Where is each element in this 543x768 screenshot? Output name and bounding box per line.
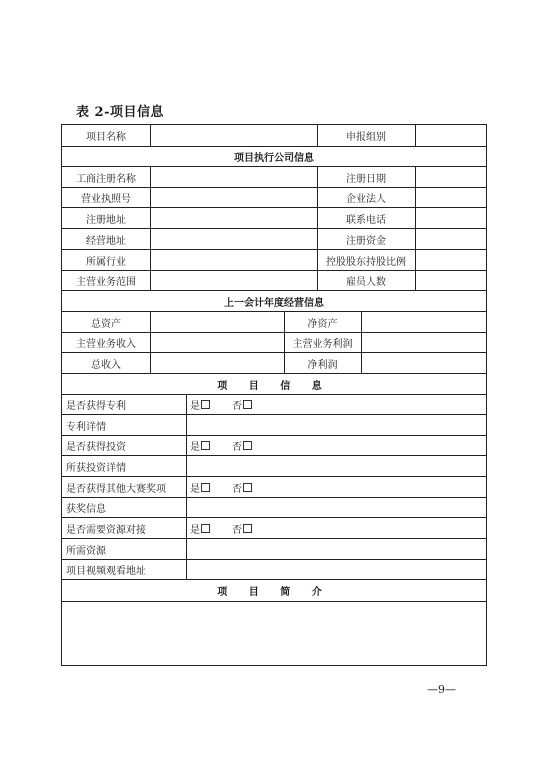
investment-detail-label: 所获投资详情 xyxy=(66,462,126,474)
table-row xyxy=(62,497,486,517)
table-row xyxy=(62,228,486,249)
main-profit-label: 主营业务利润 xyxy=(292,339,353,350)
scope-label: 主营业务范围 xyxy=(76,277,136,288)
project-name-label: 项目名称 xyxy=(86,132,126,143)
award-info-label: 获奖信息 xyxy=(66,504,106,515)
total-income-field[interactable] xyxy=(150,353,284,373)
checkbox[interactable] xyxy=(243,483,252,492)
patent-options xyxy=(190,395,274,414)
award-info-field[interactable] xyxy=(186,498,487,517)
award-label: 是否获得其他大赛奖项 xyxy=(66,483,166,495)
checkbox[interactable] xyxy=(201,400,210,409)
checkbox[interactable] xyxy=(201,483,210,492)
phone-field[interactable] xyxy=(415,208,487,228)
table-row xyxy=(62,187,486,207)
net-assets-label: 净资产 xyxy=(307,318,338,330)
award-no-option[interactable] xyxy=(232,480,252,495)
share-ratio-field[interactable] xyxy=(415,250,487,270)
net-assets-field[interactable] xyxy=(361,312,487,332)
company-section-heading: 项目执行公司信息 xyxy=(234,153,314,164)
intro-section-heading: 项 目 简 介 xyxy=(217,587,331,598)
investment-label: 是否获得投资 xyxy=(66,442,126,453)
reg-name-field[interactable] xyxy=(150,167,317,187)
patent-yes-option[interactable] xyxy=(190,397,210,412)
resource-options xyxy=(190,518,274,538)
resource-no-option[interactable] xyxy=(232,521,252,536)
patent-label: 是否获得专利 xyxy=(66,401,126,412)
video-url-field[interactable] xyxy=(186,560,487,579)
table-row xyxy=(62,435,486,455)
table-row xyxy=(62,455,486,476)
no-label: 否 xyxy=(232,483,242,495)
table-row xyxy=(62,414,486,435)
checkbox[interactable] xyxy=(243,524,252,533)
no-label: 否 xyxy=(232,401,242,412)
investment-yes-option[interactable] xyxy=(190,438,210,453)
table-title: 表 2-项目信息 xyxy=(76,105,164,120)
industry-label: 所属行业 xyxy=(86,256,126,268)
award-yes-option[interactable] xyxy=(190,480,210,495)
table-row xyxy=(62,476,486,497)
yes-label: 是 xyxy=(190,524,200,536)
yes-label: 是 xyxy=(190,483,200,495)
table-row xyxy=(62,125,486,146)
resource-label: 是否需要资源对接 xyxy=(66,524,146,536)
investment-options xyxy=(190,436,274,455)
employees-field[interactable] xyxy=(415,271,487,290)
resource-need-label: 所需资源 xyxy=(66,545,106,557)
patent-detail-field[interactable] xyxy=(186,415,487,435)
yes-label: 是 xyxy=(190,442,200,453)
project-section-heading: 项 目 信 息 xyxy=(217,380,331,392)
page-number: —9— xyxy=(427,683,456,696)
table-row xyxy=(62,311,486,332)
table-row xyxy=(62,270,486,290)
employees-label: 雇员人数 xyxy=(346,277,386,288)
checkbox[interactable] xyxy=(243,400,252,409)
reg-addr-field[interactable] xyxy=(150,208,317,228)
resource-need-field[interactable] xyxy=(186,539,487,559)
no-label: 否 xyxy=(232,524,242,536)
phone-label: 联系电话 xyxy=(346,214,386,226)
patent-detail-label: 专利详情 xyxy=(66,421,106,433)
legal-person-field[interactable] xyxy=(415,188,487,207)
video-url-label: 项目视频观看地址 xyxy=(66,566,146,577)
biz-addr-field[interactable] xyxy=(150,229,317,249)
table-row xyxy=(62,579,486,601)
no-label: 否 xyxy=(232,442,242,453)
table-row xyxy=(62,207,486,228)
award-options xyxy=(190,477,274,497)
group-field[interactable] xyxy=(415,125,487,146)
project-info-table xyxy=(61,124,487,666)
legal-person-label: 企业法人 xyxy=(346,194,386,205)
scope-field[interactable] xyxy=(150,271,317,290)
capital-field[interactable] xyxy=(415,229,487,249)
checkbox[interactable] xyxy=(201,524,210,533)
group-label: 申报组别 xyxy=(346,132,386,143)
main-income-label: 主营业务收入 xyxy=(76,339,136,350)
yes-label: 是 xyxy=(190,401,200,412)
total-assets-label: 总资产 xyxy=(91,318,121,330)
net-profit-label: 净利润 xyxy=(307,359,338,371)
capital-label: 注册资金 xyxy=(346,235,386,247)
resource-yes-option[interactable] xyxy=(190,521,210,536)
license-label: 营业执照号 xyxy=(81,194,131,205)
total-assets-field[interactable] xyxy=(150,312,284,332)
industry-field[interactable] xyxy=(150,250,317,270)
table-row xyxy=(62,601,486,665)
investment-no-option[interactable] xyxy=(232,438,252,453)
biz-addr-label: 经营地址 xyxy=(86,235,126,247)
table-row xyxy=(62,517,486,538)
reg-date-field[interactable] xyxy=(415,167,487,187)
net-profit-field[interactable] xyxy=(361,353,487,373)
investment-detail-field[interactable] xyxy=(186,456,487,476)
main-income-field[interactable] xyxy=(150,333,284,352)
checkbox[interactable] xyxy=(243,441,252,450)
project-name-field[interactable] xyxy=(150,125,317,146)
table-row xyxy=(62,249,486,270)
reg-date-label: 注册日期 xyxy=(346,173,386,185)
table-row xyxy=(62,373,486,394)
table-row xyxy=(62,146,486,166)
intro-field[interactable] xyxy=(62,602,487,665)
reg-name-label: 工商注册名称 xyxy=(76,173,136,185)
share-ratio-label: 控股股东持股比例 xyxy=(326,256,406,268)
table-row xyxy=(62,166,486,187)
patent-no-option[interactable] xyxy=(232,397,252,412)
table-row xyxy=(62,332,486,352)
reg-addr-label: 注册地址 xyxy=(86,214,126,226)
checkbox[interactable] xyxy=(201,441,210,450)
license-field[interactable] xyxy=(150,188,317,207)
table-row xyxy=(62,290,486,311)
total-income-label: 总收入 xyxy=(91,359,121,371)
table-row xyxy=(62,394,486,414)
table-row xyxy=(62,352,486,373)
finance-section-heading: 上一会计年度经营信息 xyxy=(224,297,324,309)
table-row xyxy=(62,538,486,559)
main-profit-field[interactable] xyxy=(361,333,487,352)
table-row xyxy=(62,559,486,579)
